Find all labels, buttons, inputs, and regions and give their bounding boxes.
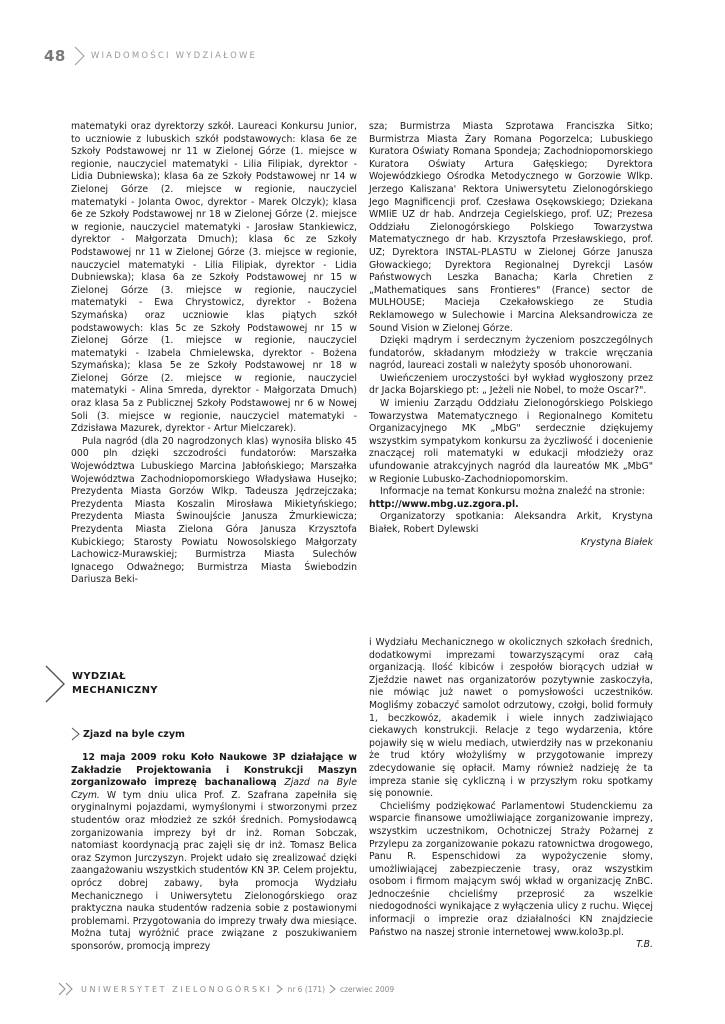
paragraph: Dzięki mądrym i serdecznym życzeniom poszczególnych fundatorów, składanym młodzieży w trakcie wręczania nagród, laureaci zostali w należyty sposób uhonorowani. [369, 335, 653, 372]
chevron-right-icon [74, 46, 85, 66]
paragraph: W imieniu Zarządu Oddziału Zielonogórskiego Polskiego Towarzystwa Matematycznego i Regionalnego Komitetu Organizacyjnego MK „MbG" serdecznie dziękujemy wszystkim sympatykom konkursu za życzliwość i docenienie znaczącej roli matematyki w edukacji młodzieży oraz ufundowanie atrakcyjnych nagród dla laureatów MK „MbG" w Regionie Lubusko-Zachodniopomorskim. [369, 398, 653, 485]
section-title-line: MECHANICZNY [72, 685, 158, 696]
author-signature: Krystyna Białek [580, 536, 653, 548]
section-title-line: WYDZIAŁ [72, 671, 126, 682]
article1-column-1 [71, 121, 357, 587]
issue-number: nr 6 (171) [287, 984, 325, 994]
page-number: 48 [44, 47, 66, 65]
chevron-right-icon [329, 984, 336, 994]
subheading-text: Zjazd na byle czym [83, 728, 185, 740]
lead-paragraph [71, 752, 357, 954]
issue-date: czerwiec 2009 [340, 984, 395, 994]
website-link[interactable]: http://www.mbg.uz.zgora.pl. [369, 498, 519, 510]
lead-body-text: W tym dniu ulica Prof. Z. Szafrana zapełniła się oryginalnymi pojazdami, wymyślonymi i stworzonymi przez studentów oraz młodzież ze szkół średnich. Pomysłodawcą zorganizowania imprezy był dr inż. Roman Sobczak, natomiast koordynacją prac zajęli się dr inż. Tomasz Belica oraz Szymon Jurczyszyn. Projekt udało się zrealizować dzięki zaangażowaniu wszystkich studentów KN 3P. Celem projektu, oprócz dobrej zabawy, była promocja Wydziału Mechanicznego i Uniwersytetu Zielonogórskiego oraz praktyczna nauka studentów radzenia sobie z postawionymi problemami. Przygotowania do imprezy trwały dwa miesiące. Można tutaj wyróżnić prace związane z poszukiwaniem sponsorów, promocją imprezy [71, 789, 357, 952]
author-signature: T.B. [636, 939, 653, 951]
paragraph: i Wydziału Mechanicznego w okolicznych szkołach średnich, dodatkowymi imprezami towarzyszącymi oraz całą organizacją. Ilość kibiców i zespołów biorących udział w Zjeździe nawet nas organizatorów pozytywnie zaskoczyła, nie mówiąc już nawet o pomysłowości uczestników. Mogliśmy zobaczyć samolot odrzutowy, czołgi, bolid formuły 1, beczkowóz, akademik i wiele innych zadziwiająco ciekawych konstrukcji. Relacje z tego wydarzenia, które pojawiły się w wielu mediach, utwierdziły nas w przekonaniu że trud który włożyliśmy w przygotowanie imprezy zdecydowanie się opłacił. Mamy również nadzieję że ta impreza stanie się cykliczną i w przyszłym roku spotkamy się ponownie. [369, 637, 653, 800]
article2-column-2 [369, 637, 653, 952]
section-title [72, 670, 158, 698]
university-name: UNIWERSYTET ZIELONOGÓRSKI [81, 984, 273, 994]
paragraph: sza; Burmistrza Miasta Szprotawa Franciszka Sitko; Burmistrza Miasta Żary Romana Pogorzelca; Lubuskiego Kuratora Oświaty Romana Spondeja; Zachodniopomorskiego Kuratora Oświaty Artura Gałęskiego; Dyrektora Wojewódzkiego Ośrodka Metodycznego w Gorzowie Wlkp. Jerzego Kaliszana' Rektora Uniwersytetu Zielonogórskiego Jego Magnificencji prof. Czesława Osękowskiego; Dziekana WMIiE UZ dr hab. Andrzeja Cegielskiego, prof. UZ; Prezesa Oddziału Zielonogórskiego Polskiego Towarzystwa Matematycznego dr hab. Krzysztofa Przesławskiego, prof. UZ; Dyrektora INSTAL-PLASTU w Zielonej Górze Janusza Głowackiego; Dyrektora Regionalnej Dyrekcji Lasów Państwowych Leszka Banacha; Karla Chretien z „Mathematiques sans Frontieres" (France) sector de MULHOUSE; Macieja Czekałowskiego ze Studia Reklamowego w Sulechowie i Marcina Aleksandrowicza ze Sound Vision w Zielonej Górze. [369, 121, 653, 334]
event-name: Zjazd na Byle Czym. [71, 777, 357, 801]
paragraph: Chcieliśmy podziękować Parlamentowi Studenckiemu za wsparcie finansowe umożliwiające zorganizowanie imprezy, wszystkim uczestnikom, Ochotniczej Straży Pożarnej z Przylepu za zorganizowanie pokazu ratownictwa drogowego, Panu R. Espenschidowi za wypożyczenie słomy, umożliwiającej zabezpieczenie trasy, oraz wszystkim osobom i firmom mającym swój wkład w organizację ZnBC. Jednocześnie chcieliśmy przeprosić za wszelkie niedogodności wynikające z wyłączenia ulicy z ruchu. Więcej informacji o imprezie oraz działalności KN znajdziecie Państwo na naszej stronie internetowej www.kolo3p.pl. [369, 800, 653, 938]
lead-bold-text: 12 maja 2009 roku Koło Naukowe 3P działające w Zakładzie Projektowania i Konstrukcji Maszyn zorganizowało imprezę bachanaliową [71, 752, 357, 789]
double-chevron-icon [58, 982, 75, 996]
page-footer [58, 981, 394, 997]
running-header [44, 44, 257, 68]
section-label: WIADOMOŚCI WYDZIAŁOWE [90, 51, 258, 61]
paragraph: Uwieńczeniem uroczystości był wykład wygłoszony przez dr Jacka Bojarskiego pt: „ Jeżeli nie Nobel, to może Oscar?". [369, 372, 653, 397]
paragraph: Informacje na temat Konkursu można znaleźć na stronie: [380, 486, 645, 498]
paragraph: Pula nagród (dla 20 nagrodzonych klas) wynosiła blisko 45 000 pln dzięki szczodrości fundatorów: Marszałka Województwa Lubuskiego Marcina Jabłońskiego; Marszałka Województwa Zachodniopomorskiego Władysława Husejko; Prezydenta Miasta Gorzów Wlkp. Tadeusza Jędrzejczaka; Prezydenta Miasta Koszalin Mirosława Mikietyńskiego; Prezydenta Miasta Świnoujście Janusza Żmurkiewicza; Prezydenta Miasta Zielona Góra Janusza Krzysztofa Kubickiego; Starosty Powiatu Nowosolskiego Małgorzaty Lachowicz-Murawskiej; Burmistrza Miasta Sulechów Ignacego Odważnego; Burmistrza Miasta Świebodzin Dariusza Beki- [71, 435, 357, 586]
chevron-right-icon [276, 984, 283, 994]
section-chevron-icon [42, 664, 70, 704]
paragraph: Organizatorzy spotkania: Aleksandra Arkit, Krystyna Białek, Robert Dylewski [369, 511, 653, 535]
paragraph: matematyki oraz dyrektorzy szkół. Laureaci Konkursu Junior, to uczniowie z lubuskich szkół podstawowych: klasa 6e ze Szkoły Podstawowej nr 11 w Zielonej Górze (1. miejsce w regionie, nauczyciel matematyki - Lilia Filipiak, dyrektor - Lidia Dubniewska); klasa 6a ze Szkoły Podstawowej nr 14 w Zielonej Górze (2. miejsce w regionie, nauczyciel matematyki - Jolanta Owoc, dyrektor - Marek Olczyk); klasa 6e ze Szkoły Podstawowej nr 18 w Zielonej Górze (2. miejsce w regionie, nauczyciel matematyki - Jarosław Stankiewicz, dyrektor - Małgorzata Dmuch); klasa 6c ze Szkoły Podstawowej nr 11 w Zielonej Górze (3. miejsce w regionie, nauczyciel matematyki - Lilia Filipiak, dyrektor - Lidia Dubniewska); klasa 6a ze Szkoły Podstawowej nr 15 w Zielonej Górze (3. miejsce w regionie, nauczyciel matematyki - Ewa Chrystowicz, dyrektor - Bożena Szymańska) oraz uczniowie klas piątych szkół podstawowych: klas 5c ze Szkoły Podstawowej nr 15 w Zielonej Górze (1. miejsce w regionie, nauczyciel matematyki - Izabela Chmielewska, dyrektor - Bożena Szymańska); klasa 5e ze Szkoły Podstawowej nr 18 w Zielonej Górze (2. miejsce w regionie, nauczyciel matematyki - Alina Smreda, dyrektor - Małgorzata Dmuch) oraz klasa 5a z Publicznej Szkoły Podstawowej nr 6 w Nowej Soli (3. miejsce w regionie, nauczyciel matematyki - Zdzisława Mazurek, dyrektor - Artur Mielczarek). [71, 121, 357, 435]
article-subheading [71, 727, 185, 741]
chevron-right-icon [71, 727, 80, 741]
article2-column-1 [71, 752, 357, 954]
article1-column-2 [369, 121, 653, 549]
